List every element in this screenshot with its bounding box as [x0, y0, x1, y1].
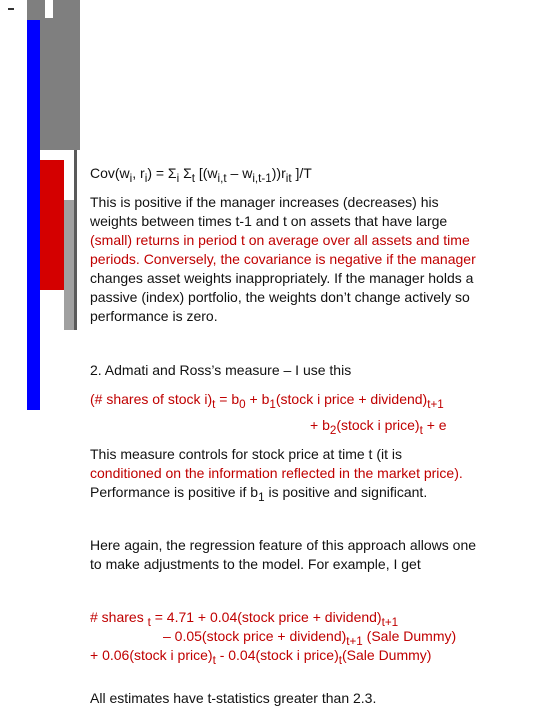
decor-red-bar — [40, 160, 64, 290]
text-line: weights between times t-1 and t on assets that have large — [90, 213, 448, 229]
formula-estimates-line1: # shares $_t$ = 4.71 + 0.04(stock price + $dividend)_{t+1}$ — [90, 609, 399, 629]
text-line: This is positive if the manager increases (decreases) his — [90, 194, 439, 210]
text-line: changes asset weights inappropriately. If the manager holds a — [90, 270, 474, 286]
text-line: passive (index) portfolio, the weights don’t change actively so — [90, 289, 470, 305]
formula-admati-ross-line1: (# shares of stock $i)_t = b_0$ + $b_1(stock$ i price + $dividend)_{t+1}$ — [90, 391, 444, 411]
formula-admati-ross-line2: + $b_2(stock$ i $price)_t + e$ — [310, 417, 447, 437]
text-line: periods. Conversely, the covariance is negative if the manager — [90, 251, 476, 267]
formula-estimates-line2: – 0.05(stock price + $dividend)_{t+1}$ (Sale Dummy) — [163, 628, 457, 648]
paragraph-measure-explanation — [90, 445, 530, 507]
decor-blue-bar — [27, 20, 40, 410]
text-line: conditioned on the information reflected in the market price). — [90, 465, 463, 481]
text-line: This measure controls for stock price at time t (it is — [90, 446, 402, 462]
decor-gray-bar — [40, 0, 80, 150]
decor-white-gap — [45, 0, 53, 18]
text-line: (small) returns in period t on average over all assets and time — [90, 232, 470, 248]
paragraph-regression-feature — [90, 536, 530, 574]
paragraph-covariance-explanation — [90, 193, 530, 326]
decor-gray-top-bar — [27, 0, 45, 20]
decor-gray-lower-bar — [64, 200, 74, 330]
decor-tiny-mark — [8, 8, 14, 10]
text-line: Here again, the regression feature of this approach allows one — [90, 537, 477, 553]
text-line: Performance is positive if $b_1$ is positive and significant. — [90, 484, 428, 504]
closing-statement: All estimates have t-statistics greater than 2.3. — [90, 690, 377, 706]
formula-estimates-line3: + 0.06(stock i $price)_t$ - 0.04(stock i $price)_t(Sale$ Dummy) — [90, 647, 432, 667]
decor-dark-line — [74, 150, 77, 330]
heading-admati-ross: 2. Admati and Ross’s measure – I use this — [90, 362, 352, 378]
formula-covariance: $Cov(w_i$, $r_i) = \Sigma_i$ $\Sigma_t$ $[(w_{i,t} - w_{i,t-1}))r_{it}$ ]/T — [90, 165, 312, 185]
text-line: performance is zero. — [90, 308, 218, 324]
text-line: to make adjustments to the model. For example, I get — [90, 556, 421, 572]
